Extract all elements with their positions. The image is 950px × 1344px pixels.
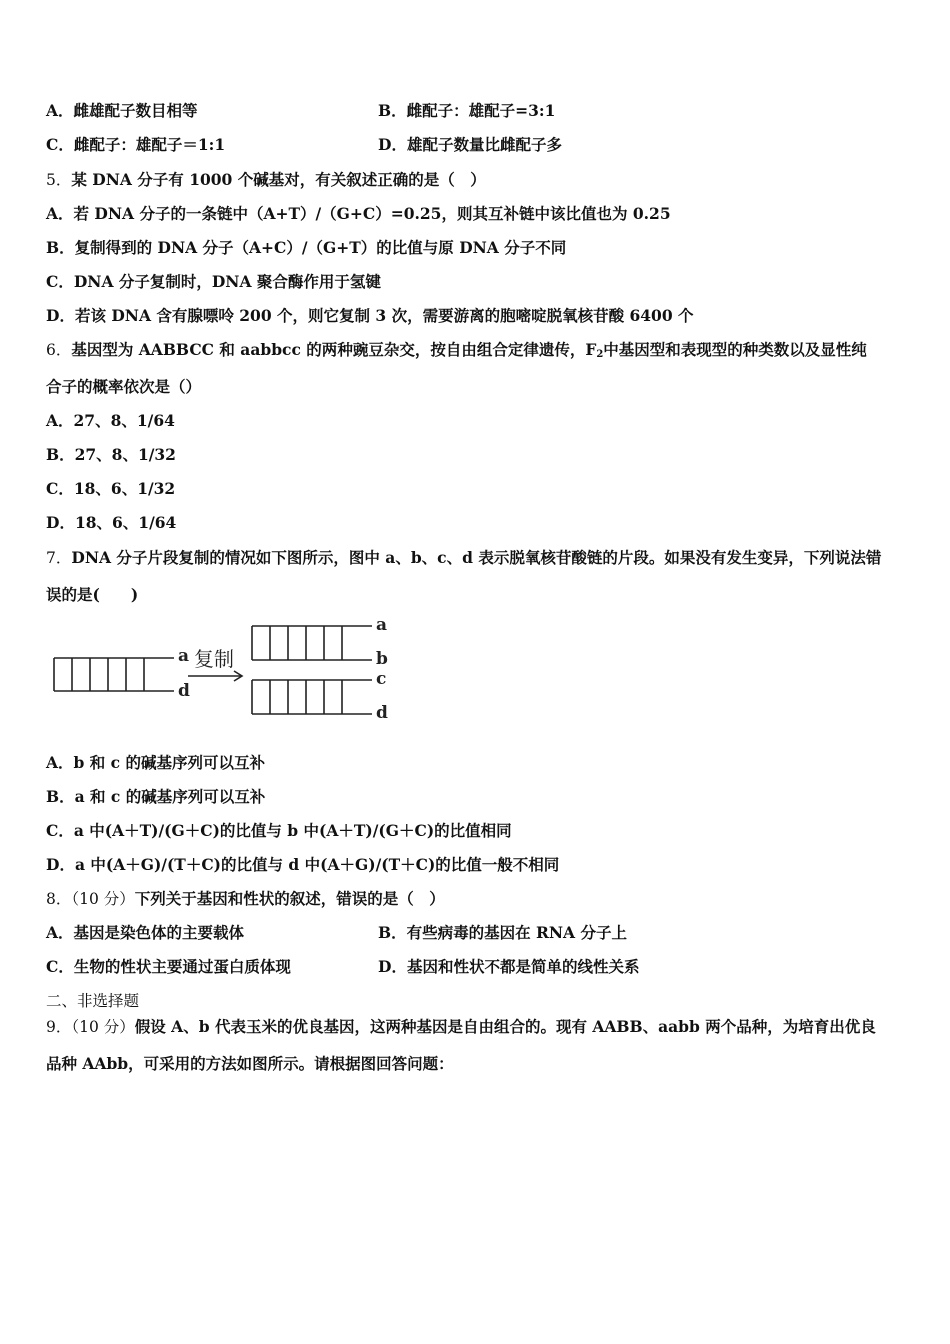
q9-number: 9． <box>46 1018 72 1036</box>
q4-option-d: D．雄配子数量比雌配子多 <box>378 135 562 154</box>
q4-option-a: A．雌雄配子数目相等 <box>46 101 198 120</box>
q6-stem-part1: 基因型为 AABBCC 和 aabbcc 的两种豌豆杂交，按自由组合定律遗传，F <box>71 340 597 359</box>
q7-stem-line2: 误的是( ) <box>46 585 139 604</box>
q5-stem <box>46 170 486 190</box>
q7-number: 7． <box>46 549 72 567</box>
q6-option-a: A．27、8、1/64 <box>46 411 175 430</box>
diagram-label-d-left: d <box>178 681 190 701</box>
q9-score: （10 分） <box>71 1018 135 1036</box>
dna-replication-diagram <box>46 614 396 726</box>
q5-number: 5． <box>46 171 72 189</box>
q6-option-d: D．18、6、1/64 <box>46 513 177 532</box>
q5-option-c: C．DNA 分子复制时，DNA 聚合酶作用于氢键 <box>46 272 381 291</box>
q8-option-b: B．有些病毒的基因在 RNA 分子上 <box>378 923 627 942</box>
q8-stem <box>46 889 445 909</box>
q9-stem-line1 <box>46 1017 876 1037</box>
q5-option-a: A．若 DNA 分子的一条链中（A+T）/（G+C）=0.25，则其互补链中该比值也为 0.25 <box>46 204 671 223</box>
q7-stem-line1 <box>46 548 881 568</box>
diagram-label-d: d <box>376 703 388 723</box>
diagram-arrow-label: 复制 <box>194 647 234 671</box>
q7-option-b: B．a 和 c 的碱基序列可以互补 <box>46 787 266 806</box>
q8-option-d: D．基因和性状不都是简单的线性关系 <box>378 957 640 976</box>
q4-option-b: B．雌配子：雄配子=3:1 <box>378 101 556 120</box>
q6-stem-line1 <box>46 340 867 365</box>
q7-option-a: A．b 和 c 的碱基序列可以互补 <box>46 753 265 772</box>
q9-stem-text: 假设 A、b 代表玉米的优良基因，这两种基因是自由组合的。现有 AABB、aabb 两个品种，为培育出优良 <box>134 1017 876 1036</box>
q7-option-c: C．a 中(A＋T)/(G＋C)的比值与 b 中(A＋T)/(G＋C)的比值相同 <box>46 821 512 840</box>
q7-stem-text: DNA 分子片段复制的情况如下图所示，图中 a、b、c、d 表示脱氧核苷酸链的片段。如果没有发生变异，下列说法错 <box>71 548 882 567</box>
diagram-label-a: a <box>376 615 388 635</box>
q8-option-c: C．生物的性状主要通过蛋白质体现 <box>46 957 291 976</box>
q8-stem-text: 下列关于基因和性状的叙述，错误的是（ ） <box>134 889 445 908</box>
q6-option-c: C．18、6、1/32 <box>46 479 176 498</box>
q6-option-b: B．27、8、1/32 <box>46 445 176 464</box>
diagram-label-b: b <box>376 649 388 669</box>
q8-number: 8． <box>46 890 72 908</box>
q6-stem-subscript: 2 <box>596 349 604 360</box>
q6-stem-line2: 合子的概率依次是（） <box>46 377 202 396</box>
q4-option-c: C．雌配子：雄配子＝1:1 <box>46 135 226 154</box>
section-2-heading: 二、非选择题 <box>46 992 140 1010</box>
diagram-label-c: c <box>376 669 387 689</box>
q8-option-a: A．基因是染色体的主要载体 <box>46 923 245 942</box>
q7-option-d: D．a 中(A＋G)/(T＋C)的比值与 d 中(A＋G)/(T＋C)的比值一般不相同 <box>46 855 560 874</box>
q8-score: （10 分） <box>71 890 135 908</box>
q5-option-b: B．复制得到的 DNA 分子（A+C）/（G+T）的比值与原 DNA 分子不同 <box>46 238 567 257</box>
q5-option-d: D．若该 DNA 含有腺嘌呤 200 个，则它复制 3 次，需要游离的胞嘧啶脱氧核苷酸 6400 个 <box>46 306 694 325</box>
diagram-label-a-left: a <box>178 646 190 666</box>
q9-stem-line2: 品种 AAbb，可采用的方法如图所示。请根据图回答问题： <box>46 1054 454 1073</box>
q6-number: 6． <box>46 341 72 359</box>
q6-stem-part2: 中基因型和表现型的种类数以及显性纯 <box>603 340 867 359</box>
q5-stem-text: 某 DNA 分子有 1000 个碱基对，有关叙述正确的是（ ） <box>71 170 486 189</box>
